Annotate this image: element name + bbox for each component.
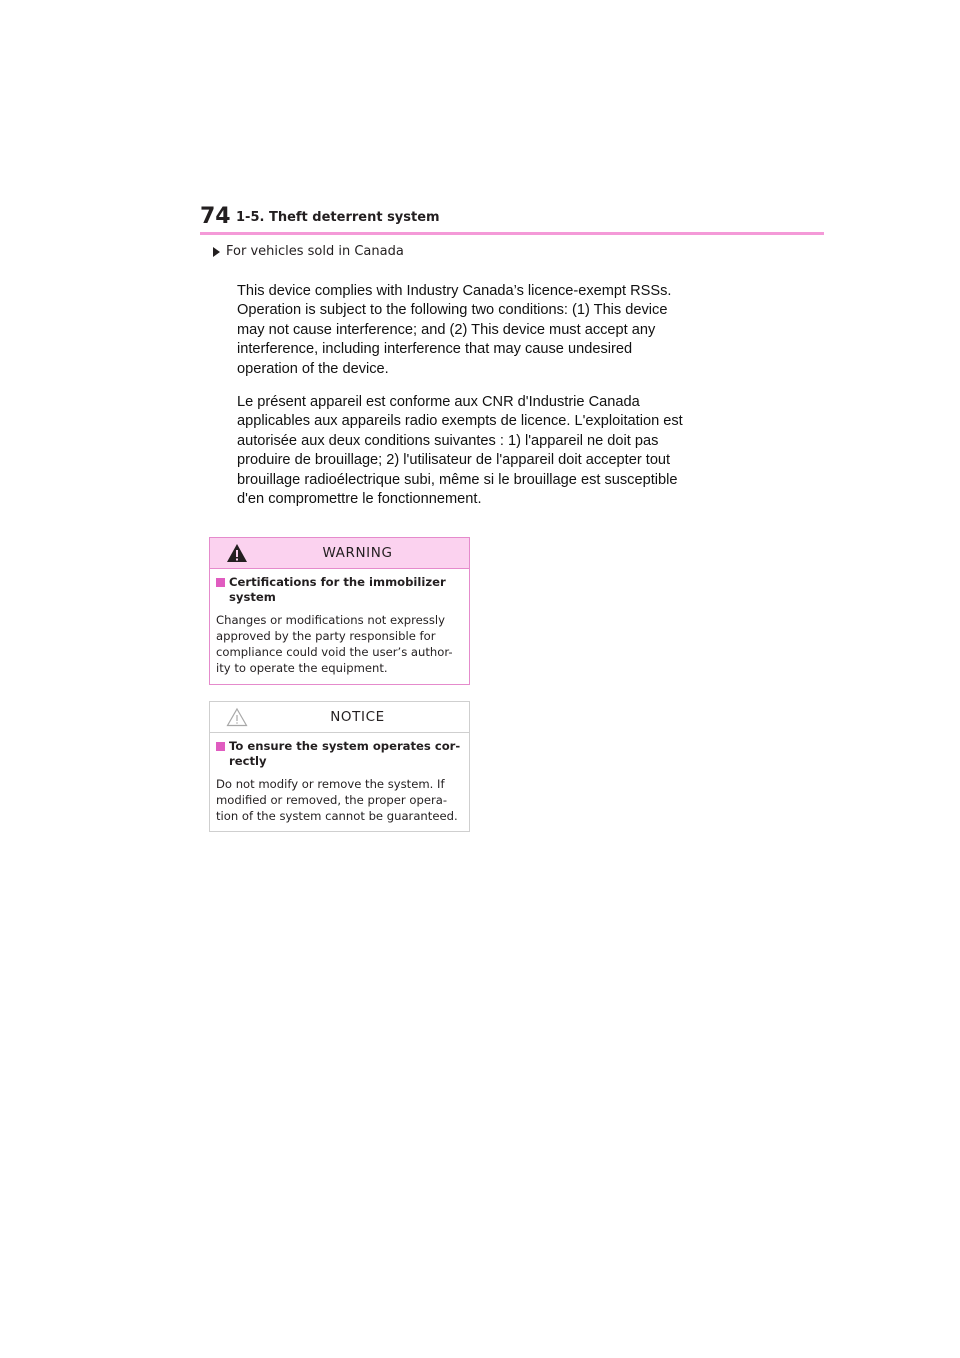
notice-triangle-outline-icon xyxy=(226,707,248,727)
label-line: This device complies with Industry Canada’s licence-exempt RSSs. xyxy=(237,283,672,299)
label-line: applicables aux appareils radio exempts de licence. L'exploitation est xyxy=(237,413,683,430)
warning-item-title xyxy=(216,575,463,605)
square-bullet-icon xyxy=(216,578,225,587)
text-line: compliance could void the user’s author- xyxy=(216,645,453,659)
compliance-label-french xyxy=(237,393,717,509)
warning-triangle-icon xyxy=(226,543,248,563)
text-line: tion of the system cannot be guaranteed. xyxy=(216,809,458,823)
title-line: Certifications for the immobilizer xyxy=(229,575,446,589)
label-line: operation of the device. xyxy=(237,360,389,377)
warning-item-text xyxy=(216,612,463,676)
label-line: d'en compromettre le fonctionnement. xyxy=(237,491,482,508)
notice-item-title xyxy=(216,739,463,769)
text-line: Do not modify or remove the system. If xyxy=(216,777,445,791)
label-line: may not cause interference; and (2) This device must accept any xyxy=(237,321,656,338)
square-bullet-icon xyxy=(216,742,225,751)
label-line: autorisée aux deux conditions suivantes : 1) l'appareil ne doit pas xyxy=(237,432,659,449)
title-line: system xyxy=(229,590,276,604)
label-line: interference, including interference that may cause undesired xyxy=(237,341,633,358)
notice-box xyxy=(209,701,470,832)
notice-header xyxy=(210,702,469,733)
text-line: modified or removed, the proper opera- xyxy=(216,793,448,807)
notice-label: NOTICE xyxy=(330,709,385,725)
triangle-right-icon xyxy=(213,247,220,257)
warning-header xyxy=(210,538,469,569)
notice-item-text xyxy=(216,776,463,824)
section-title: 1-5. Theft deterrent system xyxy=(236,210,440,225)
label-line: produire de brouillage; 2) l'utilisateur de l'appareil doit accepter tout xyxy=(237,452,671,469)
compliance-label-english xyxy=(237,282,717,379)
text-line: Changes or modifications not expressly xyxy=(216,613,445,627)
page-header xyxy=(200,200,824,240)
title-line: To ensure the system operates cor- xyxy=(229,739,461,753)
subheading xyxy=(213,244,404,259)
label-line: Le présent appareil est conforme aux CNR d'Industrie Canada xyxy=(237,394,640,410)
subheading-text: For vehicles sold in Canada xyxy=(226,244,404,259)
notice-body xyxy=(210,733,469,824)
label-line: brouillage radioélectrique subi, même si le brouillage est susceptible xyxy=(237,471,678,488)
text-line: ity to operate the equipment. xyxy=(216,661,388,675)
warning-box xyxy=(209,537,470,685)
text-line: approved by the party responsible for xyxy=(216,629,436,643)
page-number: 74 xyxy=(200,204,231,229)
title-line: rectly xyxy=(229,754,267,768)
warning-label: WARNING xyxy=(322,545,393,561)
warning-body xyxy=(210,569,469,676)
label-line: Operation is subject to the following two conditions: (1) This device xyxy=(237,302,668,319)
header-rule xyxy=(200,232,824,235)
